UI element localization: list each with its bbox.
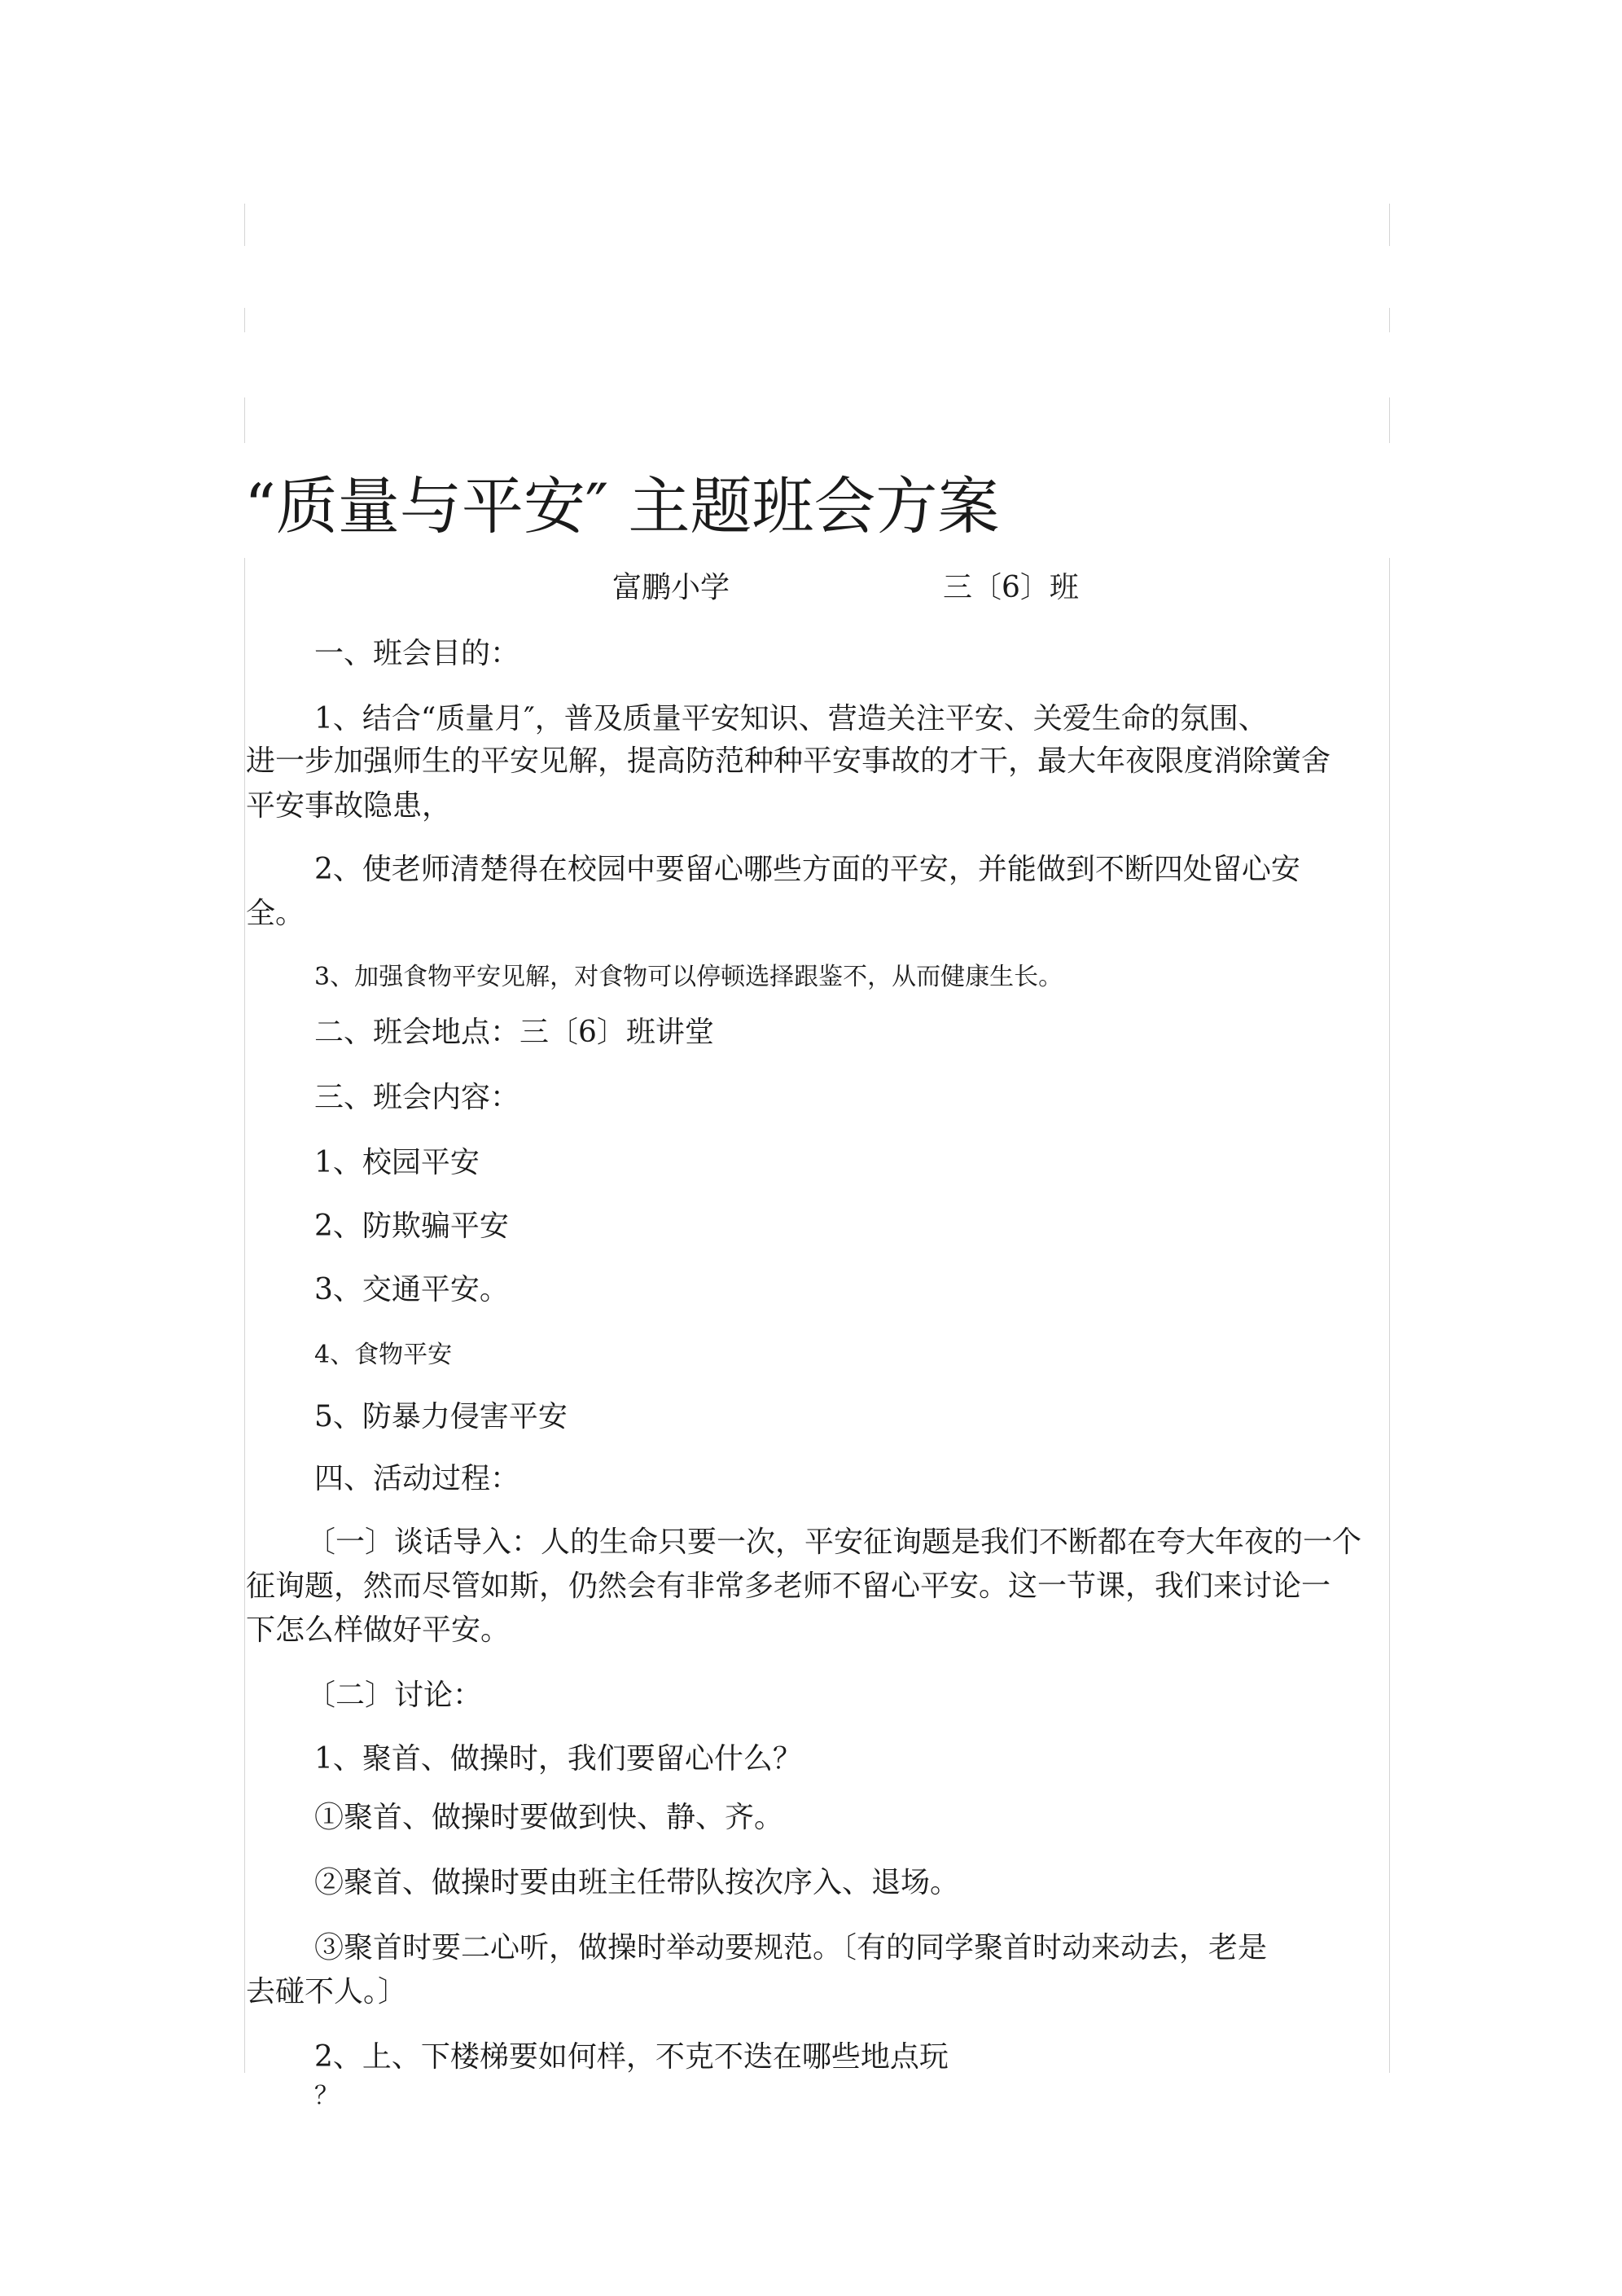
question-2-line1: 2、上、下楼梯要如何样，不克不迭在哪些地点玩 (314, 2040, 949, 2074)
s1-item3: 3、加强食物平安见解，对食物可以停顿选择跟鉴不，从而健康生长。 (314, 963, 1063, 991)
left-margin-guide-top-3 (244, 397, 245, 443)
left-margin-guide-top-2 (244, 308, 245, 332)
question-1-answer-3-line2: 去碰不人。〕 (246, 1975, 408, 2008)
right-margin-guide-body (1389, 558, 1390, 2073)
question-1: 1、聚首、做操时，我们要留心什么？ (314, 1742, 802, 1776)
right-margin-guide-top-3 (1389, 397, 1390, 443)
s1-item2-line2: 全。 (246, 897, 305, 930)
s1-item1-line2: 进一步加强师生的平安见解，提高防范种种平安事故的才干，最大年夜限度消除黉舍 (246, 744, 1331, 778)
section-4-heading: 四、活动过程： (314, 1462, 520, 1495)
s3-item5: 5、防暴力侵害平安 (314, 1400, 568, 1433)
left-margin-guide-body (244, 558, 245, 2073)
document-title: “质量与平安″ 主题班会方案 (244, 470, 1000, 542)
question-1-answer-2: ②聚首、做操时要由班主任带队按次序入、退场。 (314, 1866, 960, 1899)
left-margin-guide-top-1 (244, 204, 245, 246)
s3-item1: 1、校园平安 (314, 1146, 480, 1179)
s4-intro-line2: 征询题，然而尽管如斯，仍然会有非常多老师不留心平安。这一节课，我们来讨论一 (246, 1569, 1331, 1603)
school-name: 富鹏小学 (612, 571, 730, 604)
right-margin-guide-top-1 (1389, 204, 1390, 246)
question-2-line2: ？ (314, 2082, 339, 2110)
s1-item1-line1: 1、结合“质量月″，普及质量平安知识、营造关注平安、关爱生命的氛围、 (314, 702, 1268, 735)
right-margin-guide-top-2 (1389, 308, 1390, 332)
s4-discuss-heading: 〔二〕讨论： (306, 1679, 483, 1712)
section-3-heading: 三、班会内容： (314, 1081, 520, 1114)
s3-item4: 4、食物平安 (314, 1341, 453, 1369)
class-name: 三〔6〕班 (943, 571, 1079, 604)
s1-item2-line1: 2、使老师清楚得在校园中要留心哪些方面的平安，并能做到不断四处留心安 (314, 853, 1300, 886)
s3-item3: 3、交通平安。 (314, 1273, 509, 1306)
section-1-heading: 一、班会目的： (314, 637, 520, 670)
question-1-answer-1: ①聚首、做操时要做到快、静、齐。 (314, 1801, 784, 1834)
s4-intro-line1: 〔一〕谈话导入：人的生命只要一次，平安征询题是我们不断都在夸大年夜的一个 (306, 1526, 1362, 1559)
s1-item1-line3: 平安事故隐患， (246, 789, 452, 823)
question-1-answer-3-line1: ③聚首时要二心听，做操时举动要规范。〔有的同学聚首时动来动去，老是 (314, 1931, 1268, 1965)
s4-intro-line3: 下怎么样做好平安。 (246, 1613, 511, 1647)
s3-item2: 2、防欺骗平安 (314, 1209, 509, 1243)
section-2-heading: 二、班会地点：三〔6〕班讲堂 (314, 1016, 714, 1049)
